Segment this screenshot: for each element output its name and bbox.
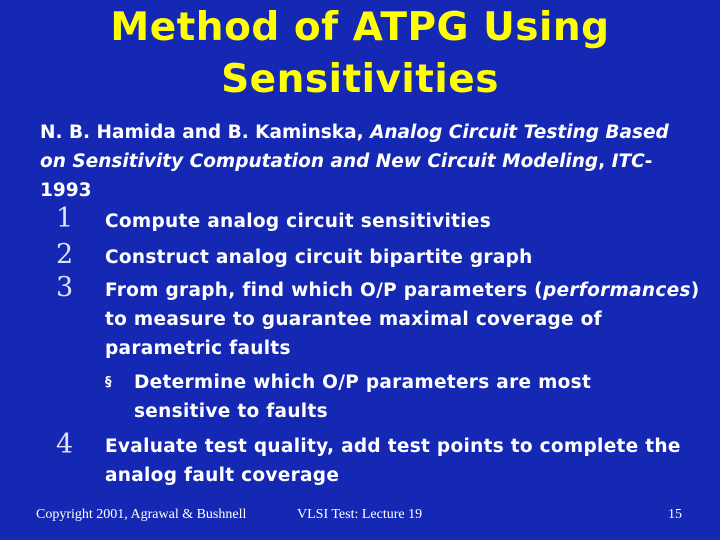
item-text: Evaluate test quality, add test points to complete the analog fault coverage	[105, 436, 681, 486]
footer-copyright: Copyright 2001, Agrawal & Bushnell	[36, 507, 247, 522]
item-number: 2	[56, 239, 74, 270]
citation-separator: ,	[598, 151, 612, 172]
footer-page-number: 15	[668, 507, 682, 522]
item-text-part: ) to measure to guarantee maximal coverage of parametric faults	[105, 280, 700, 359]
sub-bullet-text: Determine which O/P parameters are most sensitive to faults	[134, 372, 592, 422]
item-number: 3	[56, 272, 74, 303]
item-text: Compute analog circuit sensitivities	[105, 211, 492, 232]
citation	[40, 118, 680, 205]
footer-course: VLSI Test: Lecture 19	[297, 507, 423, 522]
item-number: 4	[56, 429, 74, 460]
citation-year: -1993	[40, 151, 653, 201]
title-line-2: Sensitivities	[221, 57, 499, 102]
item-text	[105, 276, 705, 363]
item-text-italic: performances	[542, 280, 691, 301]
slide-title	[0, 2, 720, 106]
title-line-1: Method of ATPG Using	[110, 5, 610, 50]
citation-paper-title: Analog Circuit Testing Based on Sensitivity Computation and New Circuit Modeling	[40, 122, 669, 172]
item-text-part: From graph, find which O/P parameters (	[105, 280, 543, 301]
square-bullet-icon: §	[105, 375, 112, 390]
item-number: 1	[56, 203, 74, 234]
citation-venue: ITC	[611, 151, 645, 172]
citation-authors: N. B. Hamida and B. Kaminska,	[40, 122, 371, 143]
item-text: Construct analog circuit bipartite graph	[105, 247, 533, 268]
